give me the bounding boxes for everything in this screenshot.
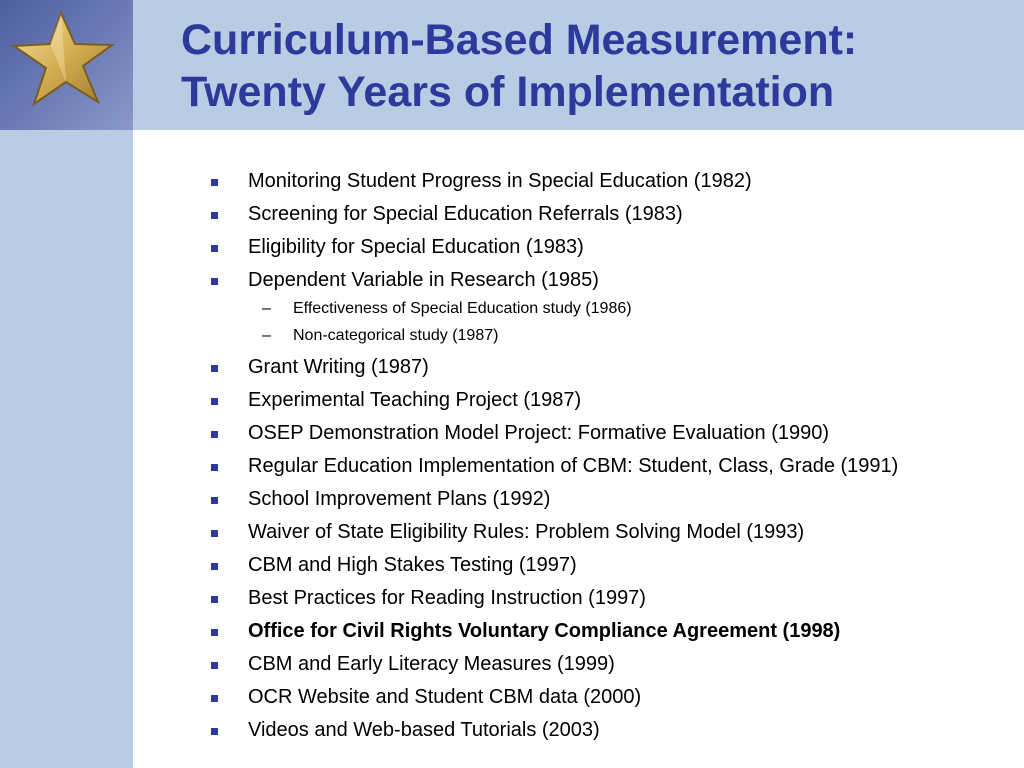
list-item bbox=[210, 354, 950, 380]
square-bullet-icon bbox=[211, 212, 218, 219]
list-item bbox=[210, 267, 950, 347]
slide-title-line-2: Twenty Years of Implementation bbox=[181, 68, 835, 116]
list-item-text: Videos and Web-based Tutorials (2003) bbox=[248, 719, 600, 741]
slide-title-line-1: Curriculum-Based Measurement: bbox=[181, 16, 858, 64]
list-item-text: CBM and High Stakes Testing (1997) bbox=[248, 554, 577, 576]
square-bullet-icon bbox=[211, 530, 218, 537]
square-bullet-icon bbox=[211, 245, 218, 252]
list-item bbox=[210, 387, 950, 413]
gold-star-icon bbox=[0, 0, 133, 130]
list-item bbox=[210, 684, 950, 710]
sub-list-item bbox=[210, 325, 950, 347]
list-item-text: Waiver of State Eligibility Rules: Problem Solving Model (1993) bbox=[248, 521, 805, 543]
sub-list-item-text: Effectiveness of Special Education study (1986) bbox=[293, 300, 632, 317]
square-bullet-icon bbox=[211, 497, 218, 504]
square-bullet-icon bbox=[211, 431, 218, 438]
list-item-text: CBM and Early Literacy Measures (1999) bbox=[248, 653, 615, 675]
sub-list bbox=[248, 298, 950, 347]
sub-list-item bbox=[210, 298, 950, 320]
sub-list-item-text: Non-categorical study (1987) bbox=[293, 327, 499, 344]
dash-bullet-icon: – bbox=[262, 327, 271, 344]
list-item bbox=[210, 618, 950, 644]
list-item-text: Eligibility for Special Education (1983) bbox=[248, 236, 584, 258]
list-item bbox=[210, 420, 950, 446]
square-bullet-icon bbox=[211, 179, 218, 186]
list-item bbox=[210, 201, 950, 227]
list-item-text: Monitoring Student Progress in Special Education (1982) bbox=[248, 170, 752, 192]
list-item-text: Best Practices for Reading Instruction (1997) bbox=[248, 587, 646, 609]
list-item-text: OCR Website and Student CBM data (2000) bbox=[248, 686, 642, 708]
list-item-text: Regular Education Implementation of CBM: Student, Class, Grade (1991) bbox=[248, 455, 899, 477]
list-item bbox=[210, 717, 950, 743]
square-bullet-icon bbox=[211, 629, 218, 636]
square-bullet-icon bbox=[211, 398, 218, 405]
square-bullet-icon bbox=[211, 365, 218, 372]
list-item-text: Office for Civil Rights Voluntary Compliance Agreement (1998) bbox=[248, 620, 841, 642]
list-item bbox=[210, 651, 950, 677]
list-item-text: Grant Writing (1987) bbox=[248, 356, 429, 378]
dash-bullet-icon: – bbox=[262, 300, 271, 317]
list-item bbox=[210, 453, 950, 479]
square-bullet-icon bbox=[211, 596, 218, 603]
slide-title bbox=[181, 14, 1011, 118]
list-item-text: Dependent Variable in Research (1985) bbox=[248, 269, 599, 291]
list-item bbox=[210, 486, 950, 512]
list-item bbox=[210, 234, 950, 260]
square-bullet-icon bbox=[211, 662, 218, 669]
square-bullet-icon bbox=[211, 695, 218, 702]
list-item-text: Screening for Special Education Referrals (1983) bbox=[248, 203, 683, 225]
square-bullet-icon bbox=[211, 278, 218, 285]
list-item-text: School Improvement Plans (1992) bbox=[248, 488, 551, 510]
bullet-list-container bbox=[210, 168, 950, 750]
square-bullet-icon bbox=[211, 728, 218, 735]
list-item bbox=[210, 168, 950, 194]
list-item-text: Experimental Teaching Project (1987) bbox=[248, 389, 582, 411]
list-item bbox=[210, 585, 950, 611]
list-item-text: OSEP Demonstration Model Project: Formative Evaluation (1990) bbox=[248, 422, 830, 444]
list-item bbox=[210, 552, 950, 578]
square-bullet-icon bbox=[211, 464, 218, 471]
square-bullet-icon bbox=[211, 563, 218, 570]
list-item bbox=[210, 519, 950, 545]
bullet-list bbox=[210, 168, 950, 743]
